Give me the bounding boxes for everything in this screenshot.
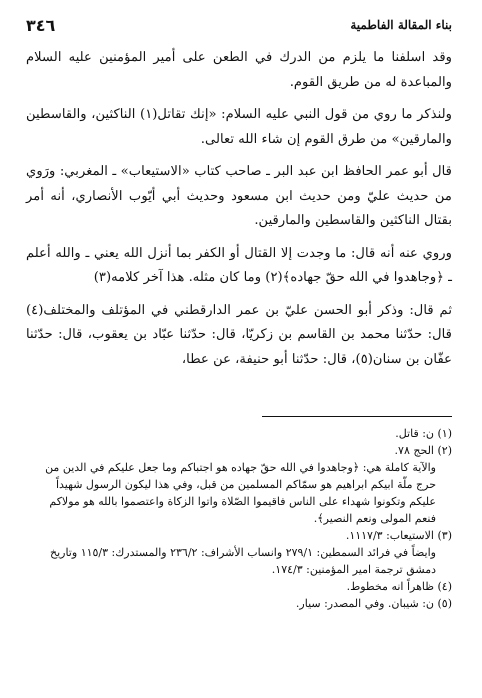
paragraph: ولنذكر ما روي من قول النبي عليه السلام: «إنك تقاتل(١) الناكثين، والقاسطين والمارقين» من طرق القوم إن شاء الله تعالى. — [26, 107, 452, 147]
page-header — [26, 0, 452, 40]
footnote: (٢) الحج ٧٨. — [394, 444, 452, 457]
footnote: (٥) ن: شيبان. وفي المصدر: سيار. — [295, 597, 452, 610]
paragraph: وقد اسلفنا ما يلزم من الدرك في الطعن على أمير المؤمنين عليه السلام والمباعدة له من طريق القوم. — [26, 50, 452, 90]
page-number: ٣٤٦ — [26, 15, 56, 35]
paragraph: قال أبو عمر الحافظ ابن عبد البر ـ صاحب كتاب «الاستيعاب» ـ المغربي: ورَوي من حديث عليّ ومن حديث ابن مسعود وحديث أبي أيّوب الأنصاري، أنه أمر بقتال الناكثين والقاسطين والمارقين. — [26, 164, 452, 228]
main-text — [26, 46, 452, 372]
running-title: بناء المقالة الفاطمية — [350, 18, 452, 32]
paragraph: ثم قال: وذكر أبو الحسن عليّ بن عمر الدارقطني في المؤتلف والمختلف(٤) قال: حدّثنا محمد بن القاسم بن زكريّا، قال: حدّثنا عبّاد بن يعقوب، قال: حدّثنا عفّان بن سنان(٥)، قال: حدّثنا أبو حنيفة، عن عطا، — [26, 302, 452, 367]
footnote-continuation: والآية كاملة هي: ﴿وجاهدوا في الله حقّ جهاده هو اجتباكم وما جعل عليكم في الدين من حرج ملّة ابيكم ابراهيم هو سمّاكم المسلمين من قبل، وفي هذا ليكون الرسول شهيداً عليكم وتكونوا شهداء على الناس فاقيموا الصّلاة واتوا الزكاة واعتصموا بالله هو مولاكم فنعم المولى ونعم النصير﴾. — [45, 461, 436, 525]
footnotes — [26, 425, 452, 612]
footnote: (١) ن: قاتل. — [395, 427, 452, 440]
footnote-separator — [262, 416, 452, 417]
footnote: (٤) ظاهراً انه مخطوط. — [346, 580, 452, 593]
paragraph: وروي عنه أنه قال: ما وجدت إلا القتال أو الكفر بما أنزل الله يعني ـ والله أعلم ـ ﴿وجاهدوا في الله حقّ جهاده﴾(٢) وما كان مثله. هذا آخر كلامه(٣) — [26, 245, 452, 285]
footnote-continuation: وايضاً في فرائد السمطين: ٢٧٩/١ وانساب الأشراف: ٢٣٦/٢ والمستدرك: ١١٥/٣ وتاريخ دمشق ترجمة امير المؤمنين: ١٧٤/٣. — [49, 546, 436, 576]
footnote: (٣) الاستيعاب: ١١١٧/٣. — [345, 529, 452, 542]
